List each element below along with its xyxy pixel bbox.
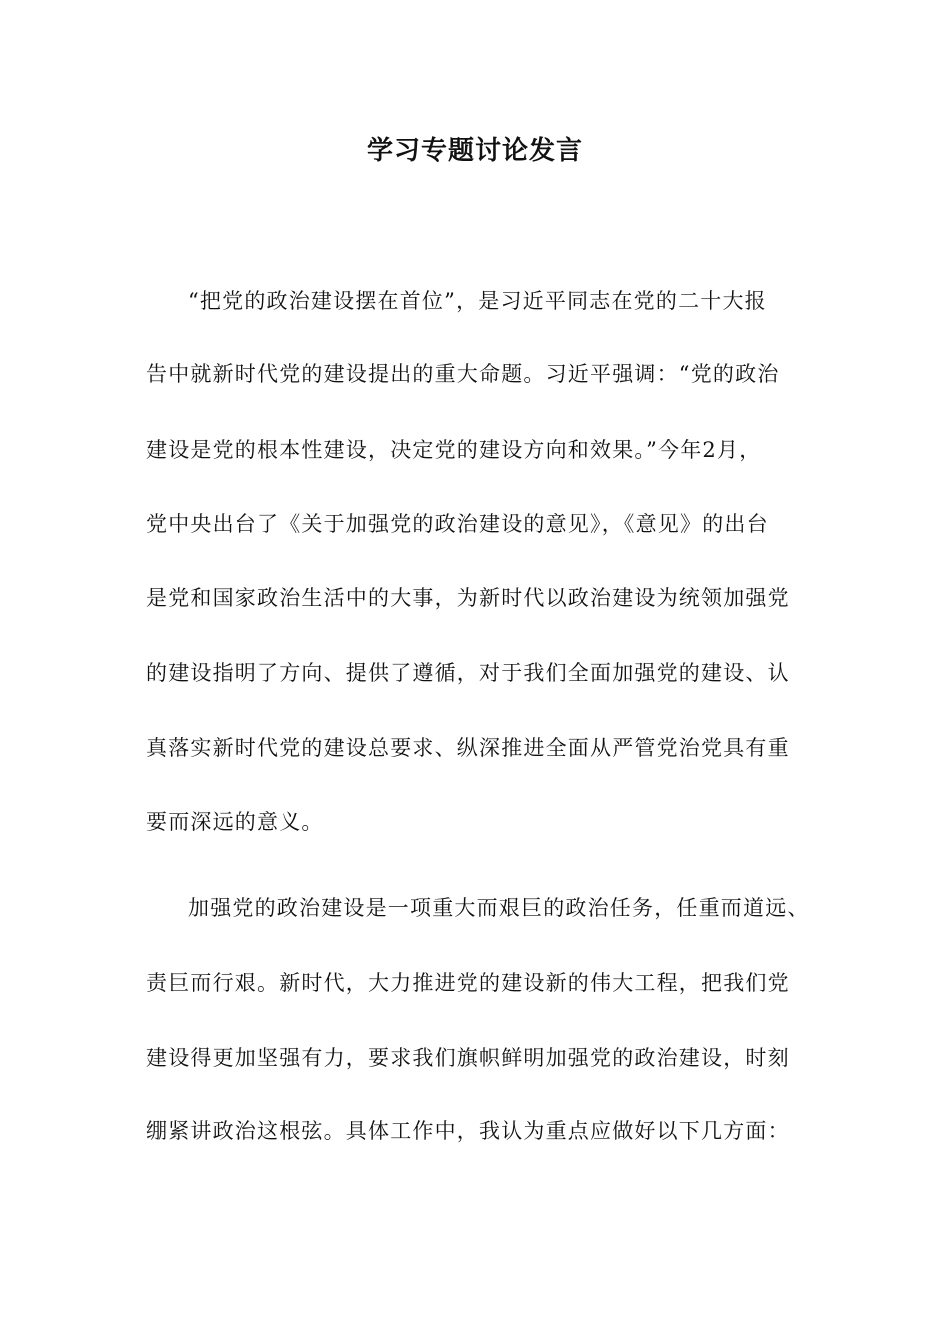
- paragraph-line: “把党的政治建设摆在首位”，是习近平同志在党的二十大报: [188, 289, 767, 313]
- paragraph-line: 是党和国家政治生活中的大事，为新时代以政治建设为统领加强党: [146, 586, 790, 610]
- paragraph-line: 告中就新时代党的建设提出的重大命题。习近平强调：“党的政治: [146, 362, 780, 386]
- paragraph-line: 党中央出台了《关于加强党的政治建设的意见》，《意见》的出台: [146, 512, 769, 536]
- paragraph-line: 建设得更加坚强有力，要求我们旗帜鲜明加强党的政治建设，时刻: [146, 1046, 790, 1070]
- paragraph-line: 真落实新时代党的建设总要求、纵深推进全面从严管党治党具有重: [146, 736, 790, 760]
- paragraph-line: 绷紧讲政治这根弦。具体工作中，我认为重点应做好以下几方面：: [146, 1119, 790, 1143]
- document-title: 学习专题讨论发言: [366, 136, 583, 166]
- paragraph-line: 责巨而行艰。新时代，大力推进党的建设新的伟大工程，把我们党: [146, 971, 790, 995]
- paragraph-line: 建设是党的根本性建设，决定党的建设方向和效果。”今年2月，: [146, 438, 762, 462]
- paragraph-line: 要而深远的意义。: [146, 810, 324, 834]
- paragraph-line: 加强党的政治建设是一项重大而艰巨的政治任务，任重而道远、: [188, 896, 810, 920]
- paragraph-line: 的建设指明了方向、提供了遵循，对于我们全面加强党的建设、认: [146, 661, 790, 685]
